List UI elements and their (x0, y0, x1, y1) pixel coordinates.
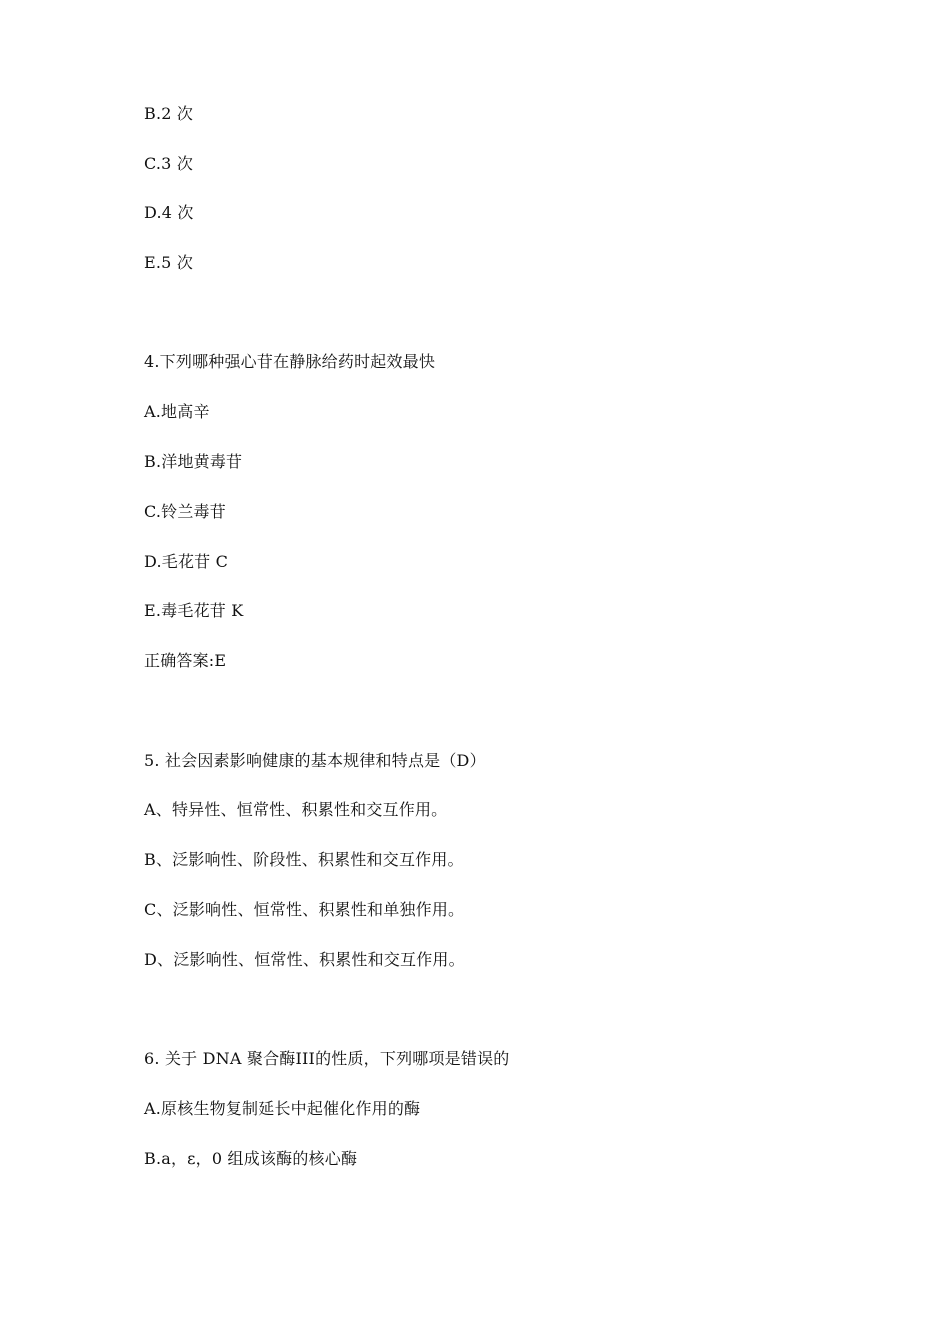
q3-option-e: E.5 次 (144, 253, 194, 272)
q4-option-d: D.毛花苷 C (144, 552, 229, 571)
q6-question: 6. 关于 DNA 聚合酶III的性质，下列哪项是错误的 (144, 1049, 510, 1068)
q6-option-b: B.a，ε，0 组成该酶的核心酶 (144, 1149, 358, 1168)
q4-question: 4.下列哪种强心苷在静脉给药时起效最快 (144, 352, 436, 371)
q5-option-b: B、泛影响性、阶段性、积累性和交互作用。 (144, 850, 464, 869)
q5-option-c: C、泛影响性、恒常性、积累性和单独作用。 (144, 900, 465, 919)
q6-option-a: A.原核生物复制延长中起催化作用的酶 (144, 1099, 421, 1118)
q3-option-c: C.3 次 (144, 154, 194, 173)
q4-option-b: B.洋地黄毒苷 (144, 452, 243, 471)
q5-question: 5. 社会因素影响健康的基本规律和特点是（D） (144, 751, 486, 770)
q4-option-e: E.毒毛花苷 K (144, 601, 244, 620)
q4-option-a: A.地高辛 (144, 402, 210, 421)
q5-option-a: A、特异性、恒常性、积累性和交互作用。 (144, 800, 448, 819)
q4-answer: 正确答案:E (144, 651, 227, 670)
q3-option-b: B.2 次 (144, 104, 194, 123)
q3-option-d: D.4 次 (144, 203, 194, 222)
q5-option-d: D、泛影响性、恒常性、积累性和交互作用。 (144, 950, 465, 969)
q4-option-c: C.铃兰毒苷 (144, 502, 226, 521)
